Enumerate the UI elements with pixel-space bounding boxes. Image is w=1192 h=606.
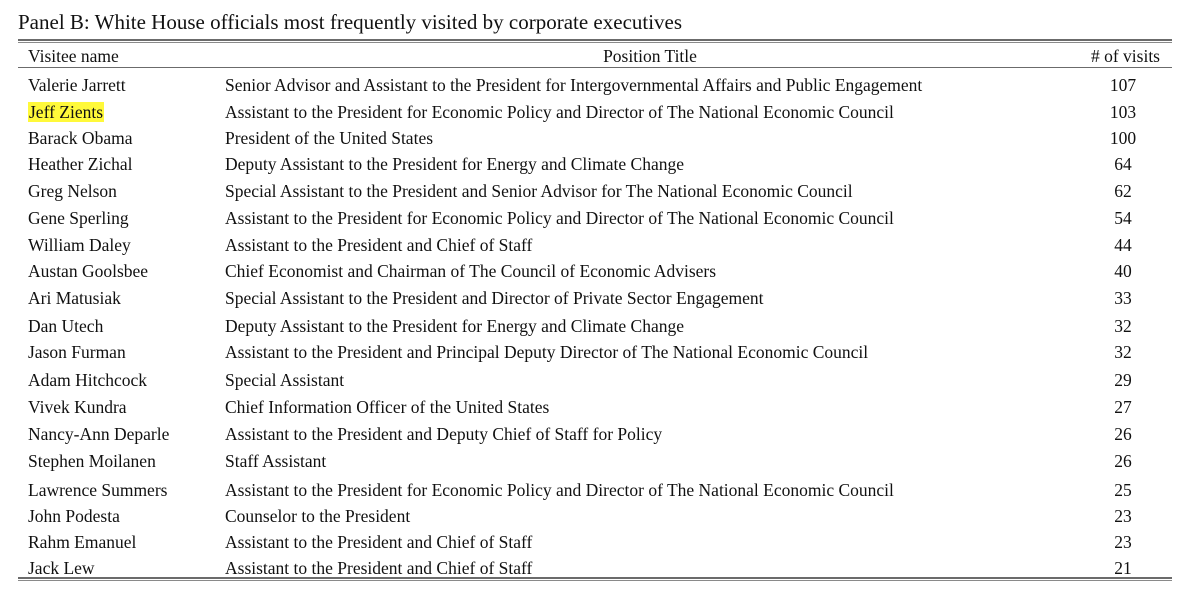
- name-text: Lawrence Summers: [28, 480, 168, 500]
- name-text: Vivek Kundra: [28, 397, 127, 417]
- name-text: Barack Obama: [28, 128, 133, 148]
- visitee-name: [28, 151, 132, 177]
- table-row: [0, 503, 1192, 529]
- visit-count: 26: [1114, 451, 1132, 471]
- visit-count: 27: [1114, 397, 1132, 417]
- visit-count: 33: [1114, 288, 1132, 308]
- visit-count: 32: [1114, 316, 1132, 336]
- name-text: Jason Furman: [28, 342, 126, 362]
- name-text: Heather Zichal: [28, 154, 133, 174]
- visitee-name: [28, 477, 167, 503]
- visitee-name: [28, 313, 103, 339]
- visitee-name: [28, 503, 120, 529]
- table-row: [0, 448, 1192, 474]
- table-row: [0, 178, 1192, 204]
- column-header-visits: # of visits: [1090, 46, 1160, 66]
- visitee-name: [28, 421, 169, 447]
- table-row: [0, 151, 1192, 177]
- visitee-name: [28, 99, 104, 125]
- visit-count: 40: [1114, 261, 1132, 281]
- position-title: Deputy Assistant to the President for Energy and Climate Change: [225, 154, 684, 174]
- visit-count: 62: [1114, 181, 1132, 201]
- name-text: Jack Lew: [28, 558, 95, 578]
- name-text: Valerie Jarrett: [28, 75, 126, 95]
- table-row: [0, 285, 1192, 311]
- position-title: Assistant to the President and Deputy Chief of Staff for Policy: [225, 424, 663, 444]
- visitee-name: [28, 178, 117, 204]
- table-row: [0, 339, 1192, 365]
- visitee-name: [28, 232, 131, 258]
- position-title: Special Assistant to the President and Senior Advisor for The National Economic Council: [225, 181, 853, 201]
- name-text: Dan Utech: [28, 316, 104, 336]
- visit-count: 44: [1114, 235, 1132, 255]
- name-text: Greg Nelson: [28, 181, 117, 201]
- table-row: [0, 421, 1192, 447]
- name-text: Stephen Moilanen: [28, 451, 156, 471]
- visit-count: 26: [1114, 424, 1132, 444]
- visitee-name: [28, 285, 121, 311]
- table-row: [0, 313, 1192, 339]
- position-title: Assistant to the President for Economic Policy and Director of The National Economic Council: [225, 102, 894, 122]
- visitee-name: [28, 205, 129, 231]
- visitee-name: [28, 72, 126, 98]
- name-text: Austan Goolsbee: [28, 261, 149, 281]
- visitee-name: [28, 394, 127, 420]
- position-title: Assistant to the President and Chief of Staff: [225, 235, 533, 255]
- visitee-name: [28, 339, 126, 365]
- name-text: John Podesta: [28, 506, 120, 526]
- column-header-position-title: Position Title: [603, 46, 697, 66]
- visit-count: 64: [1114, 154, 1132, 174]
- position-title: Assistant to the President and Chief of Staff: [225, 532, 533, 552]
- table-row: [0, 125, 1192, 151]
- position-title: Staff Assistant: [225, 451, 327, 471]
- visitee-name: [28, 448, 156, 474]
- table-row: [0, 367, 1192, 393]
- visit-count: 29: [1114, 370, 1132, 390]
- column-header-visitee-name: Visitee name: [28, 46, 119, 66]
- visit-count: 21: [1114, 558, 1132, 578]
- position-title: Chief Information Officer of the United States: [225, 397, 550, 417]
- position-title: Assistant to the President and Principal Deputy Director of The National Economic Council: [225, 342, 869, 362]
- position-title: Senior Advisor and Assistant to the President for Intergovernmental Affairs and Public Engagement: [225, 75, 923, 95]
- table-row: [0, 99, 1192, 125]
- visit-count: 32: [1114, 342, 1132, 362]
- position-title: Special Assistant to the President and Director of Private Sector Engagement: [225, 288, 764, 308]
- position-title: Chief Economist and Chairman of The Council of Economic Advisers: [225, 261, 717, 281]
- name-text: Ari Matusiak: [28, 288, 121, 308]
- table-row: [0, 258, 1192, 284]
- table-header-rule: [18, 67, 1172, 68]
- visitee-name: [28, 125, 132, 151]
- visit-count: 54: [1114, 208, 1132, 228]
- position-title: Assistant to the President and Chief of Staff: [225, 558, 533, 578]
- visitee-name: [28, 529, 136, 555]
- panel-title: Panel B: White House officials most frequently visited by corporate executives: [18, 10, 683, 34]
- name-text: William Daley: [28, 235, 131, 255]
- visit-count: 107: [1109, 75, 1137, 95]
- visitee-name: [28, 258, 148, 284]
- position-title: Assistant to the President for Economic Policy and Director of The National Economic Council: [225, 480, 894, 500]
- visit-count: 103: [1109, 102, 1137, 122]
- position-title: Deputy Assistant to the President for Energy and Climate Change: [225, 316, 684, 336]
- visit-count: 25: [1114, 480, 1132, 500]
- highlighted-name: Jeff Zients: [29, 102, 104, 122]
- position-title: Counselor to the President: [225, 506, 411, 526]
- position-title: Assistant to the President for Economic Policy and Director of The National Economic Council: [225, 208, 894, 228]
- visit-count: 23: [1114, 506, 1132, 526]
- name-text: Rahm Emanuel: [28, 532, 137, 552]
- visit-count: 100: [1109, 128, 1137, 148]
- table-header-row: [0, 43, 1192, 69]
- visitee-name: [28, 367, 147, 393]
- table-row: [0, 529, 1192, 555]
- table-row: [0, 72, 1192, 98]
- table-bottom-rule: [18, 577, 1172, 581]
- name-text: Adam Hitchcock: [28, 370, 148, 390]
- name-text: Gene Sperling: [28, 208, 129, 228]
- table-row: [0, 394, 1192, 420]
- position-title: President of the United States: [225, 128, 434, 148]
- position-title: Special Assistant: [225, 370, 345, 390]
- table-row: [0, 205, 1192, 231]
- visit-count: 23: [1114, 532, 1132, 552]
- table-row: [0, 232, 1192, 258]
- name-text: Nancy-Ann Deparle: [28, 424, 170, 444]
- table-row: [0, 477, 1192, 503]
